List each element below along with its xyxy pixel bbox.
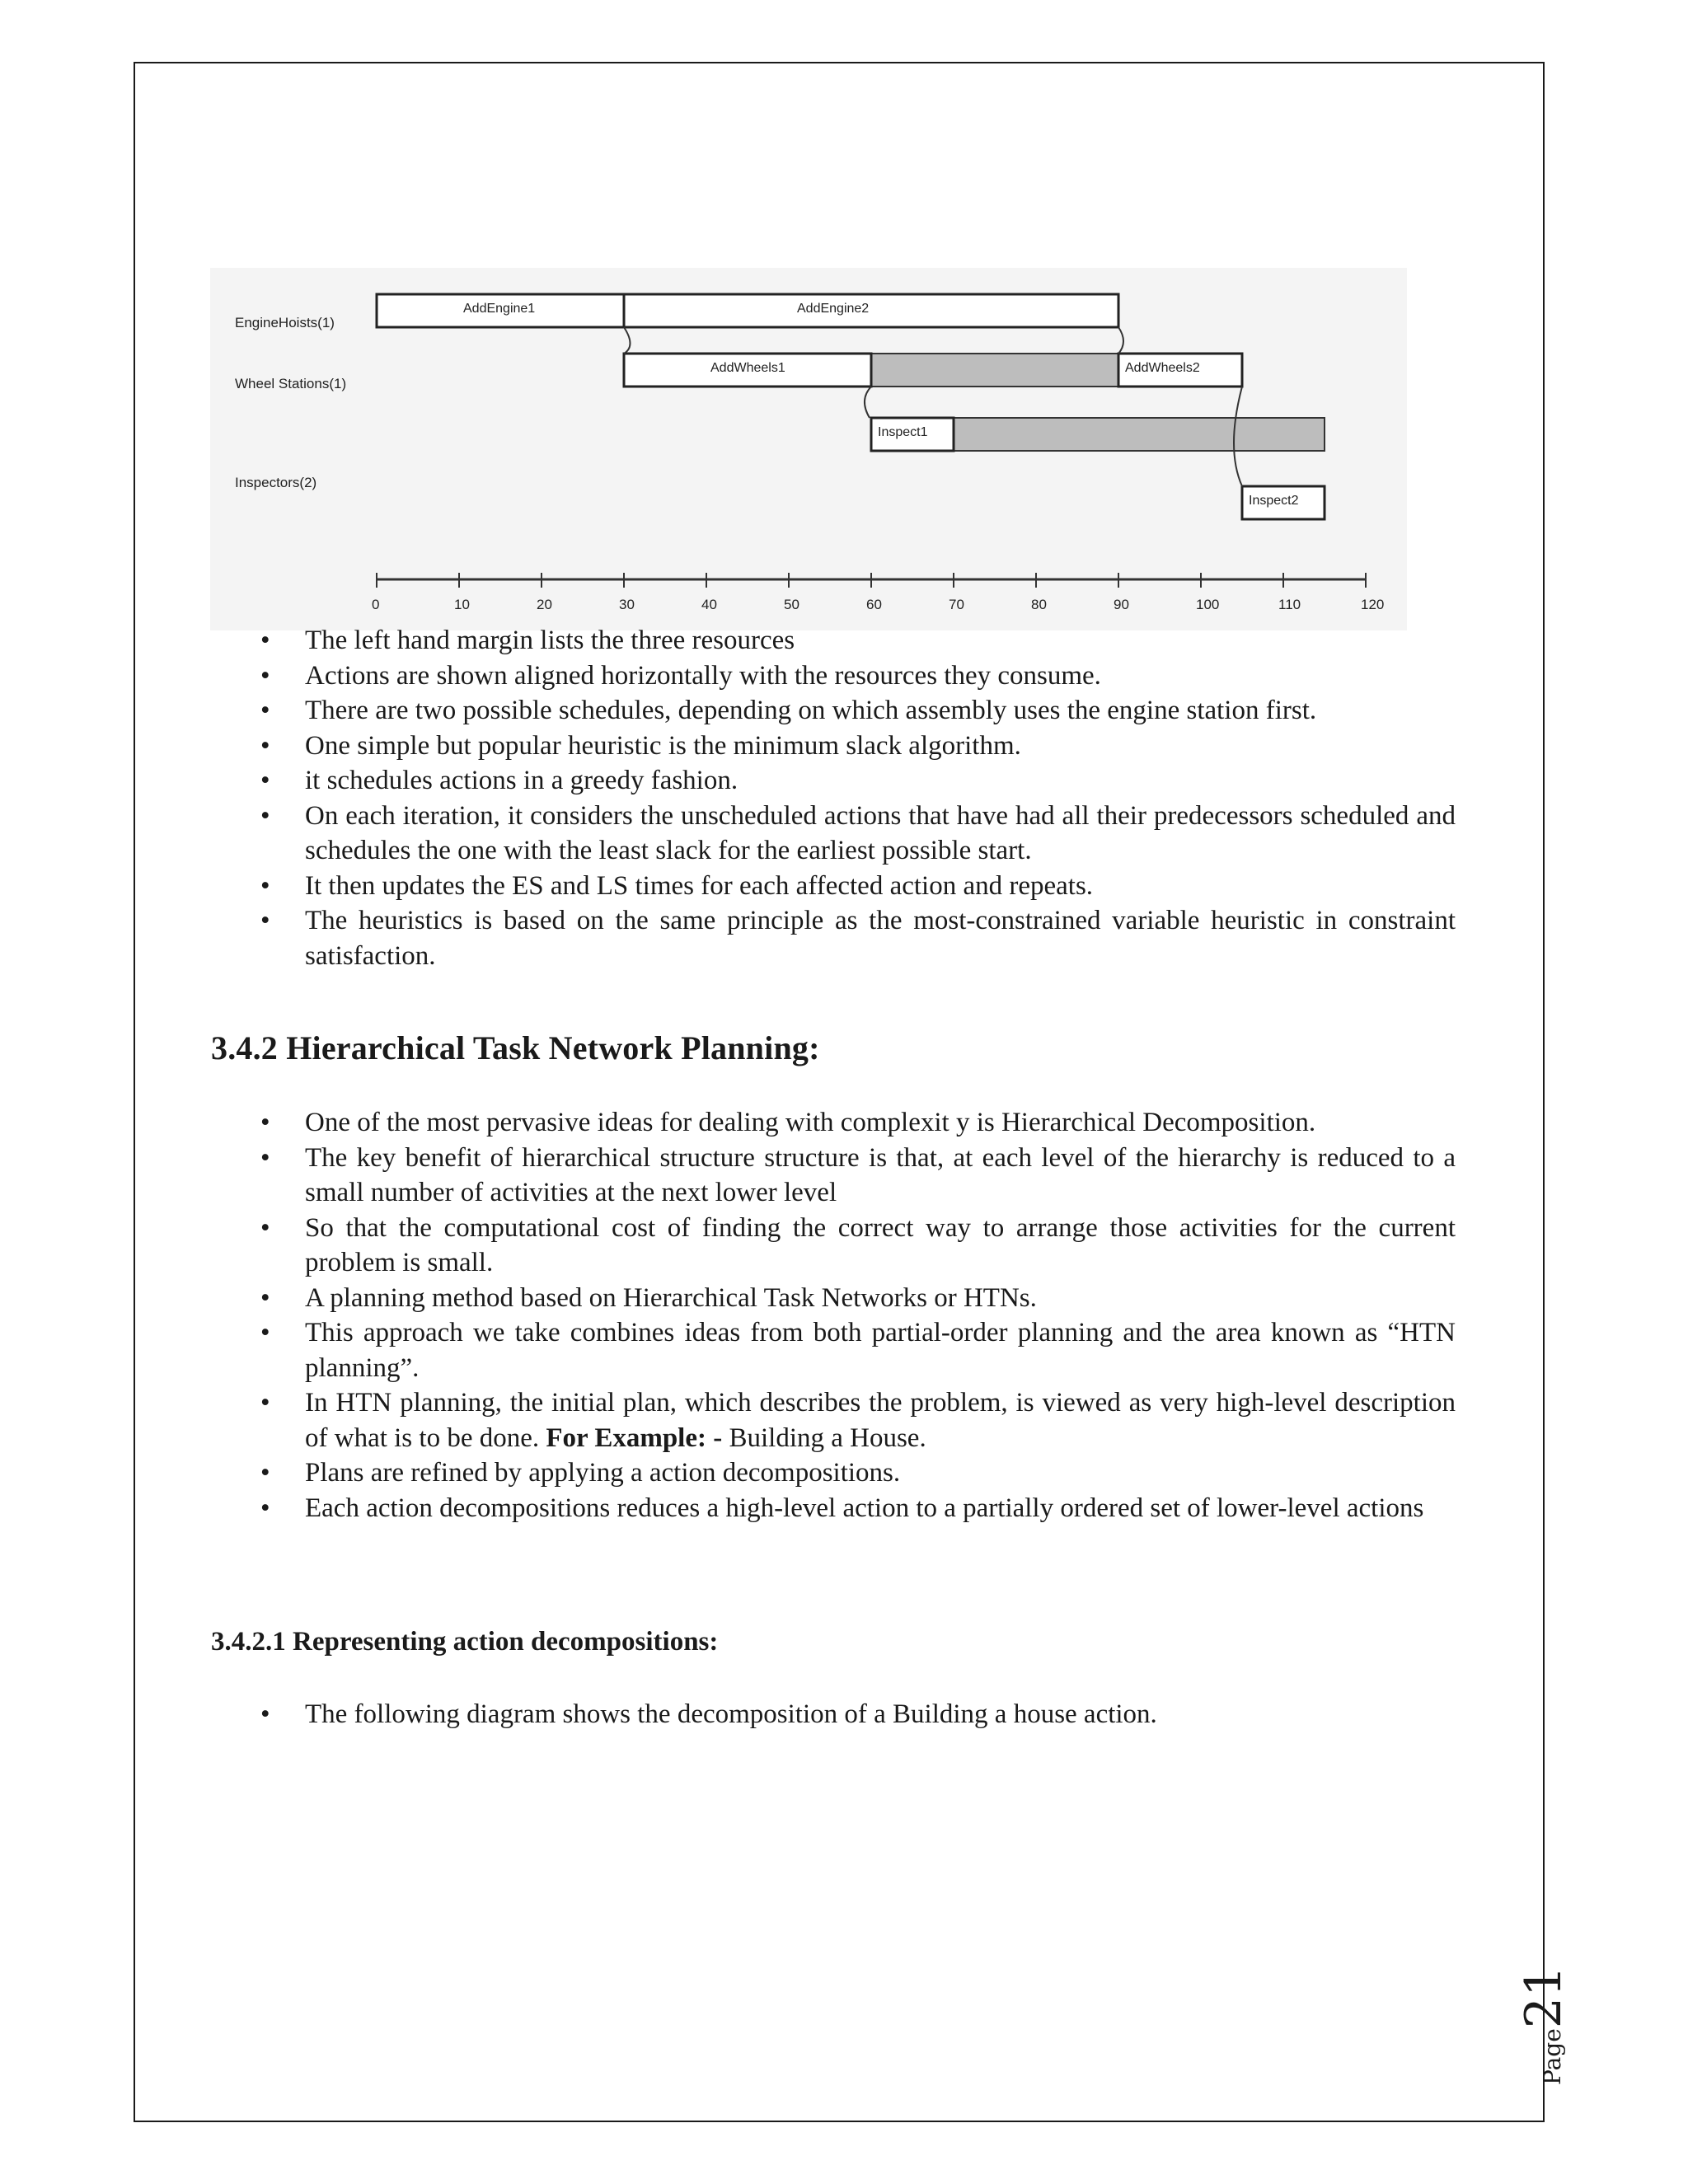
- axis-tick-label: 100: [1196, 597, 1220, 612]
- list-item: • On each iteration, it considers the unscheduled actions that have had all their predecessors scheduled and schedules the one with the least slack for the earliest possible start.: [211, 799, 1456, 869]
- action-bar: [624, 294, 1118, 327]
- slack-bar: [954, 418, 1325, 451]
- subsection-title: Representing action decompositions:: [293, 1627, 719, 1657]
- axis-tick-label: 20: [537, 597, 552, 612]
- list-item: • it schedules actions in a greedy fashion.: [211, 763, 1456, 799]
- axis-tick-label: 50: [784, 597, 799, 612]
- axis-tick-label: 0: [372, 597, 380, 612]
- axis-tick-label: 70: [949, 597, 964, 612]
- action-label: Inspect2: [1249, 494, 1299, 508]
- section-title: Hierarchical Task Network Planning:: [286, 1029, 820, 1066]
- section-heading-htn: [211, 1029, 820, 1067]
- page-number-value: 21: [1515, 1965, 1573, 2029]
- action-label: AddEngine1: [463, 302, 536, 316]
- page-word: Page: [1539, 2028, 1566, 2085]
- axis-tick-label: 110: [1278, 597, 1301, 612]
- action-label: AddEngine2: [797, 302, 870, 316]
- example-label: For Example: -: [546, 1422, 723, 1453]
- bullet-list-htn: [211, 1105, 1456, 1526]
- list-item: • The key benefit of hierarchical structure structure is that, at each level of the hierarchy is reduced to a small number of activities at the next lower level: [211, 1141, 1456, 1211]
- resource-label: Wheel Stations(1): [235, 376, 347, 391]
- list-item: • The following diagram shows the decomposition of a Building a house action.: [211, 1697, 1456, 1732]
- list-item: • The left hand margin lists the three resources: [211, 623, 1456, 658]
- list-item: • The heuristics is based on the same principle as the most-constrained variable heuristic in constraint satisfaction.: [211, 903, 1456, 973]
- action-label: AddWheels1: [710, 361, 785, 375]
- slack-bar: [871, 354, 1118, 387]
- example-text: Building a House.: [722, 1422, 926, 1453]
- schedule-figure: [210, 268, 1407, 630]
- axis-tick-label: 40: [701, 597, 717, 612]
- resource-label: EngineHoists(1): [235, 315, 335, 330]
- list-item: • Each action decompositions reduces a high-level action to a partially ordered set of lower-level actions: [211, 1491, 1456, 1526]
- subsection-heading-decompositions: [211, 1627, 718, 1657]
- axis-tick-label: 80: [1031, 597, 1047, 612]
- action-label: AddWheels2: [1125, 361, 1200, 375]
- page-number: [1505, 1965, 1573, 2085]
- dependency-arrow: [865, 387, 871, 418]
- list-item: • Actions are shown aligned horizontally with the resources they consume.: [211, 658, 1456, 694]
- list-item: • Plans are refined by applying a action decompositions.: [211, 1455, 1456, 1491]
- bullet-list-decomposition: [211, 1697, 1456, 1732]
- gantt-chart: [210, 268, 1407, 630]
- list-item: • One simple but popular heuristic is the minimum slack algorithm.: [211, 729, 1456, 764]
- resource-label: Inspectors(2): [235, 475, 317, 490]
- list-item: • One of the most pervasive ideas for dealing with complexit y is Hierarchical Decomposition.: [211, 1105, 1456, 1141]
- bullet-list-scheduling: [211, 623, 1456, 973]
- axis-tick-label: 120: [1361, 597, 1385, 612]
- list-item: • A planning method based on Hierarchical Task Networks or HTNs.: [211, 1281, 1456, 1316]
- axis-tick-label: 10: [454, 597, 470, 612]
- list-item: • There are two possible schedules, depending on which assembly uses the engine station first.: [211, 693, 1456, 729]
- list-item: • It then updates the ES and LS times for each affected action and repeats.: [211, 869, 1456, 904]
- axis-tick-label: 60: [866, 597, 882, 612]
- subsection-number: 3.4.2.1: [211, 1627, 286, 1657]
- dependency-arrow: [624, 327, 631, 354]
- axis-tick-label: 30: [619, 597, 635, 612]
- list-item-htn-example: [211, 1385, 1456, 1455]
- axis-tick-label: 90: [1114, 597, 1129, 612]
- item-text: In HTN planning, the initial plan, which describes the problem, is viewed as very high-level description of what is to be done.: [305, 1388, 1456, 1453]
- list-item: • This approach we take combines ideas from both partial-order planning and the area known as “HTN planning”.: [211, 1315, 1456, 1385]
- section-number: 3.4.2: [211, 1029, 278, 1066]
- dependency-arrow: [1118, 327, 1123, 354]
- list-item: • So that the computational cost of finding the correct way to arrange those activities for the current problem is small.: [211, 1211, 1456, 1281]
- action-label: Inspect1: [878, 425, 928, 439]
